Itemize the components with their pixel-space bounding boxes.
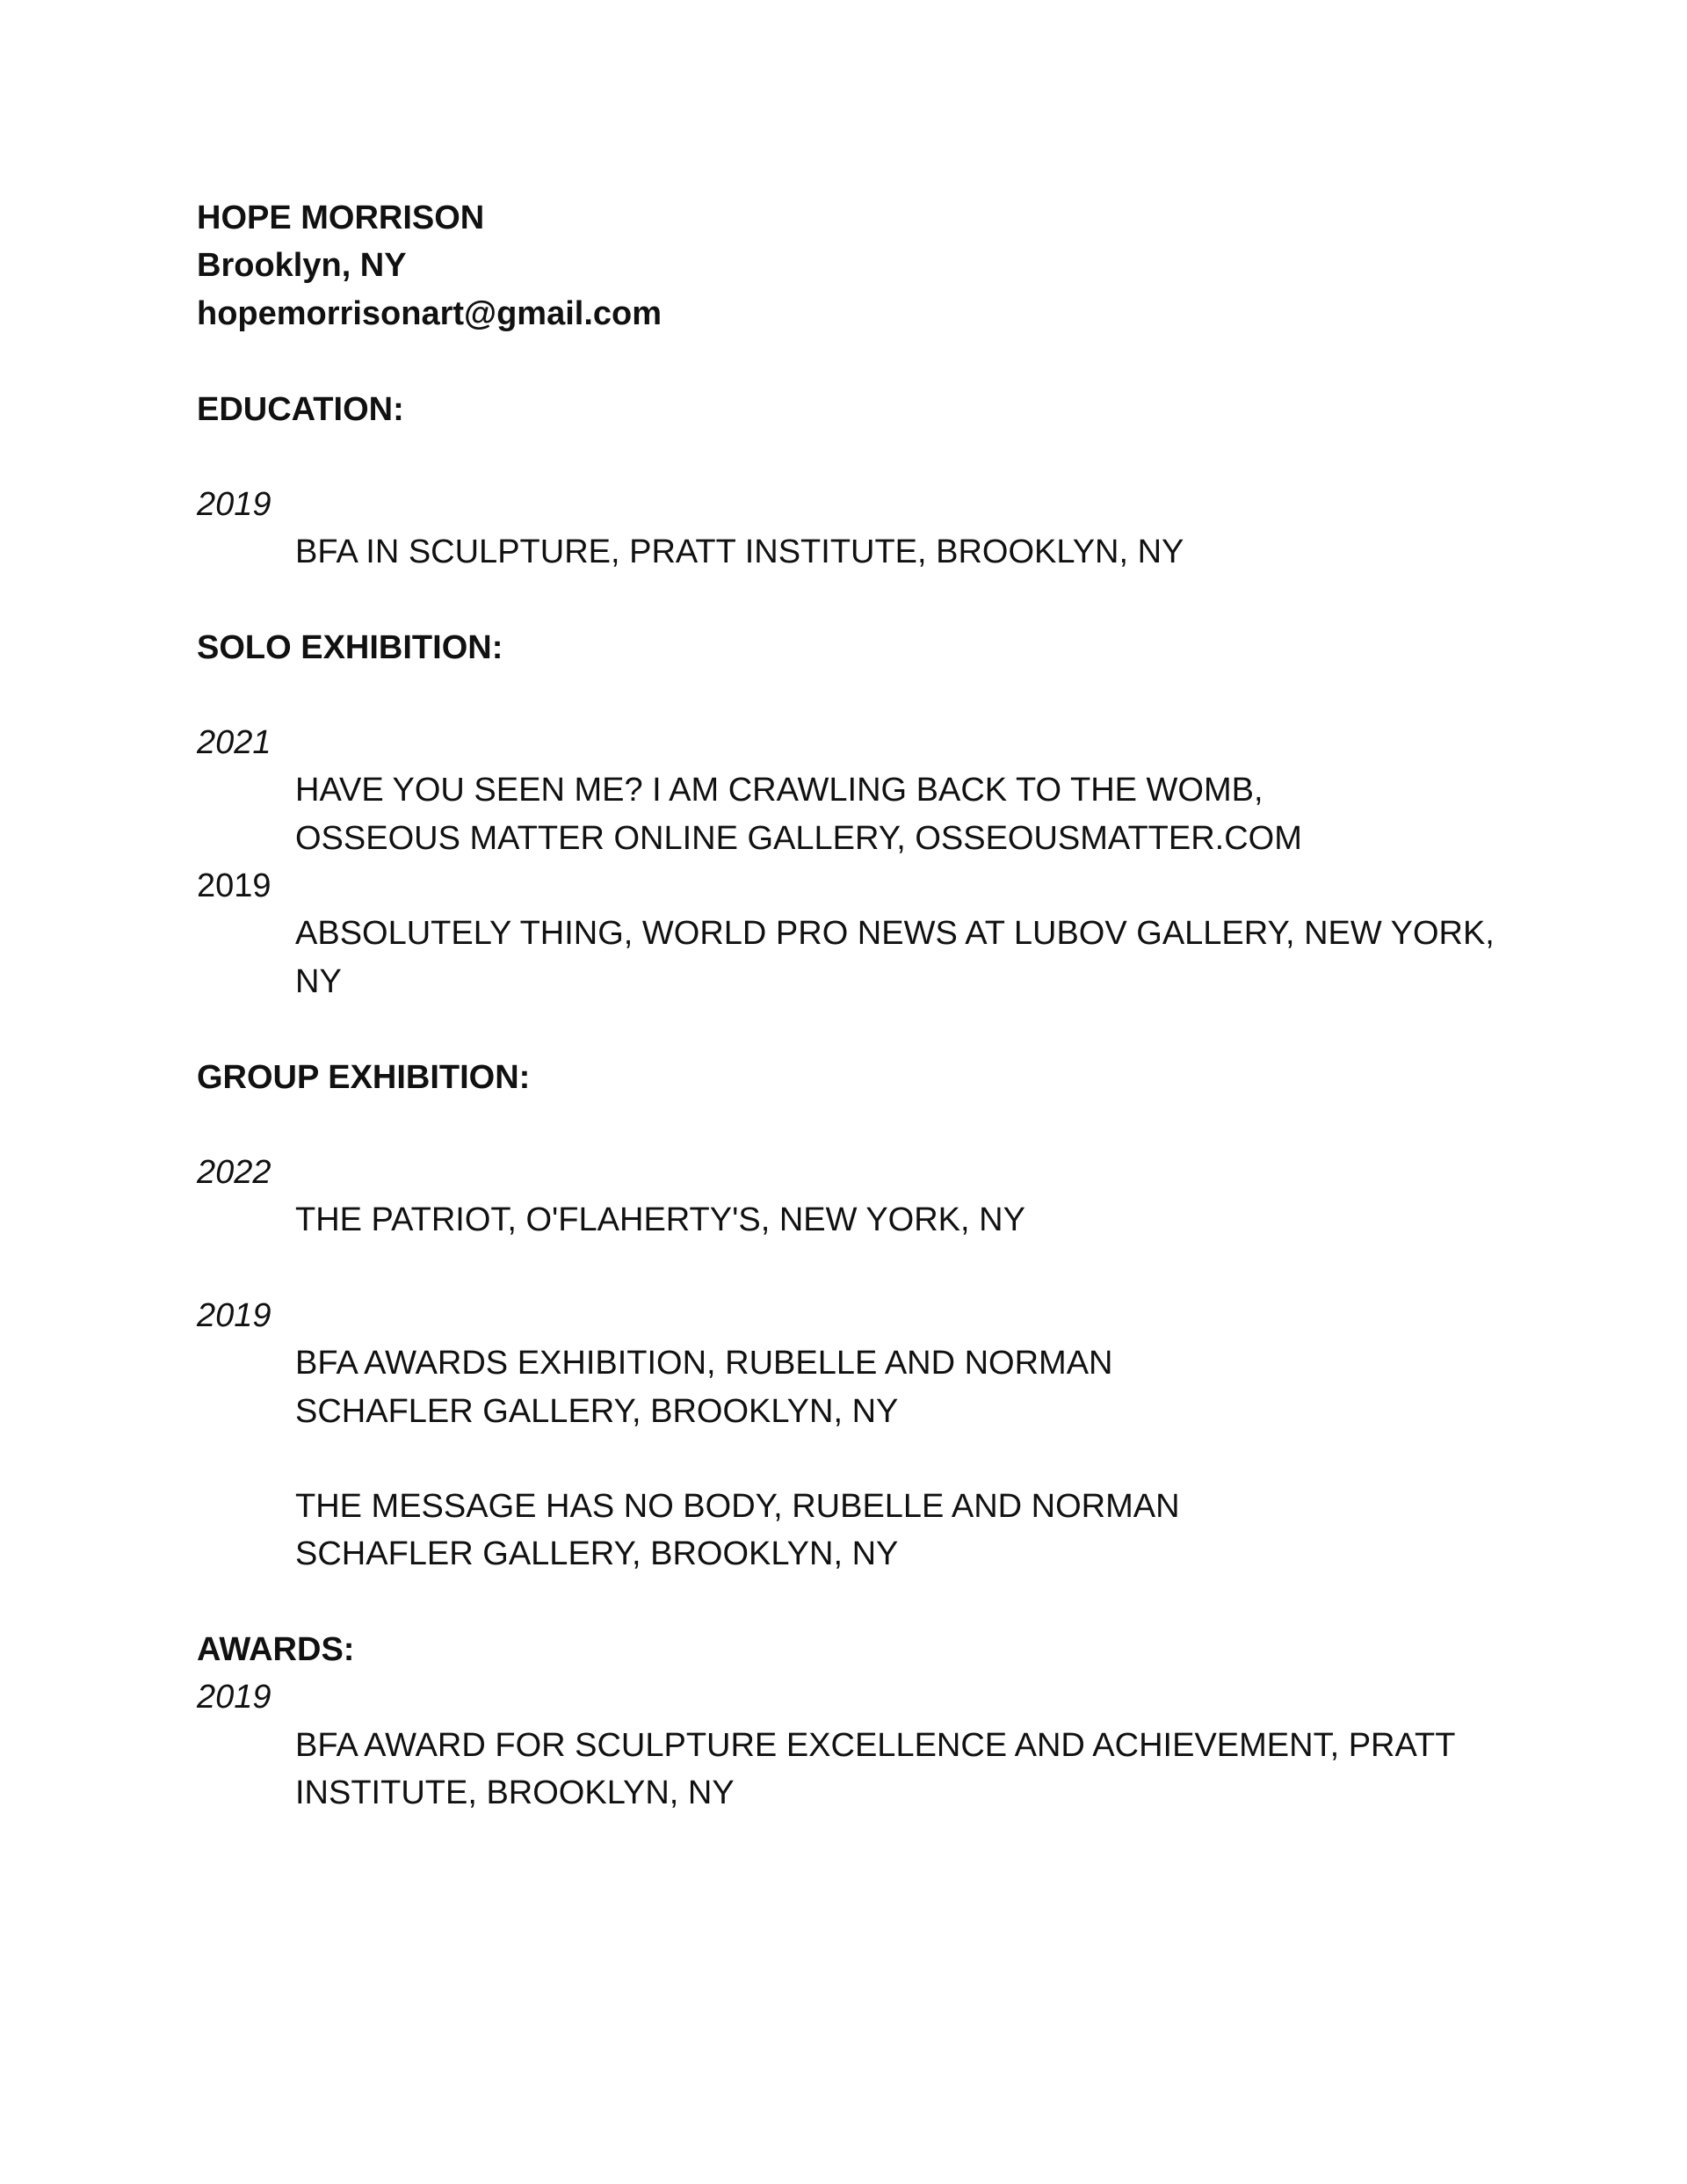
education-year: 2019 bbox=[197, 486, 272, 523]
group-entry-year: 2022 bbox=[197, 1154, 272, 1191]
solo-entry-line: HAVE YOU SEEN ME? I AM CRAWLING BACK TO THE WOMB, bbox=[295, 772, 1263, 809]
education-heading: EDUCATION: bbox=[197, 391, 404, 428]
group-entry-year: 2019 bbox=[197, 1297, 272, 1334]
awards-entry-line: INSTITUTE, BROOKLYN, NY bbox=[295, 1774, 735, 1811]
awards-heading: AWARDS: bbox=[197, 1631, 355, 1668]
education-entry-line: BFA IN SCULPTURE, PRATT INSTITUTE, BROOKLYN, NY bbox=[295, 533, 1184, 570]
group-entry-line: SCHAFLER GALLERY, BROOKLYN, NY bbox=[295, 1393, 899, 1430]
solo-entry-line: OSSEOUS MATTER ONLINE GALLERY, OSSEOUSMATTER.COM bbox=[295, 820, 1302, 857]
awards-year: 2019 bbox=[197, 1679, 272, 1716]
solo-entry-year: 2019 bbox=[197, 867, 272, 904]
artist-email: hopemorrisonart@gmail.com bbox=[197, 295, 662, 332]
artist-name: HOPE MORRISON bbox=[197, 200, 485, 236]
group-entry-line: BFA AWARDS EXHIBITION, RUBELLE AND NORMAN bbox=[295, 1345, 1113, 1382]
artist-location: Brooklyn, NY bbox=[197, 247, 407, 284]
solo-exhibition-heading: SOLO EXHIBITION: bbox=[197, 629, 503, 666]
solo-entry-line: ABSOLUTELY THING, WORLD PRO NEWS AT LUBOV GALLERY, NEW YORK, bbox=[295, 915, 1495, 952]
solo-entry-line: NY bbox=[295, 963, 342, 1000]
group-exhibition-heading: GROUP EXHIBITION: bbox=[197, 1059, 531, 1096]
group-entry-line: SCHAFLER GALLERY, BROOKLYN, NY bbox=[295, 1535, 899, 1572]
group-entry-line: THE MESSAGE HAS NO BODY, RUBELLE AND NORMAN bbox=[295, 1488, 1180, 1525]
awards-entry-line: BFA AWARD FOR SCULPTURE EXCELLENCE AND ACHIEVEMENT, PRATT bbox=[295, 1727, 1456, 1764]
group-entry-line: THE PATRIOT, O'FLAHERTY'S, NEW YORK, NY bbox=[295, 1201, 1025, 1238]
solo-entry-year: 2021 bbox=[197, 724, 272, 761]
